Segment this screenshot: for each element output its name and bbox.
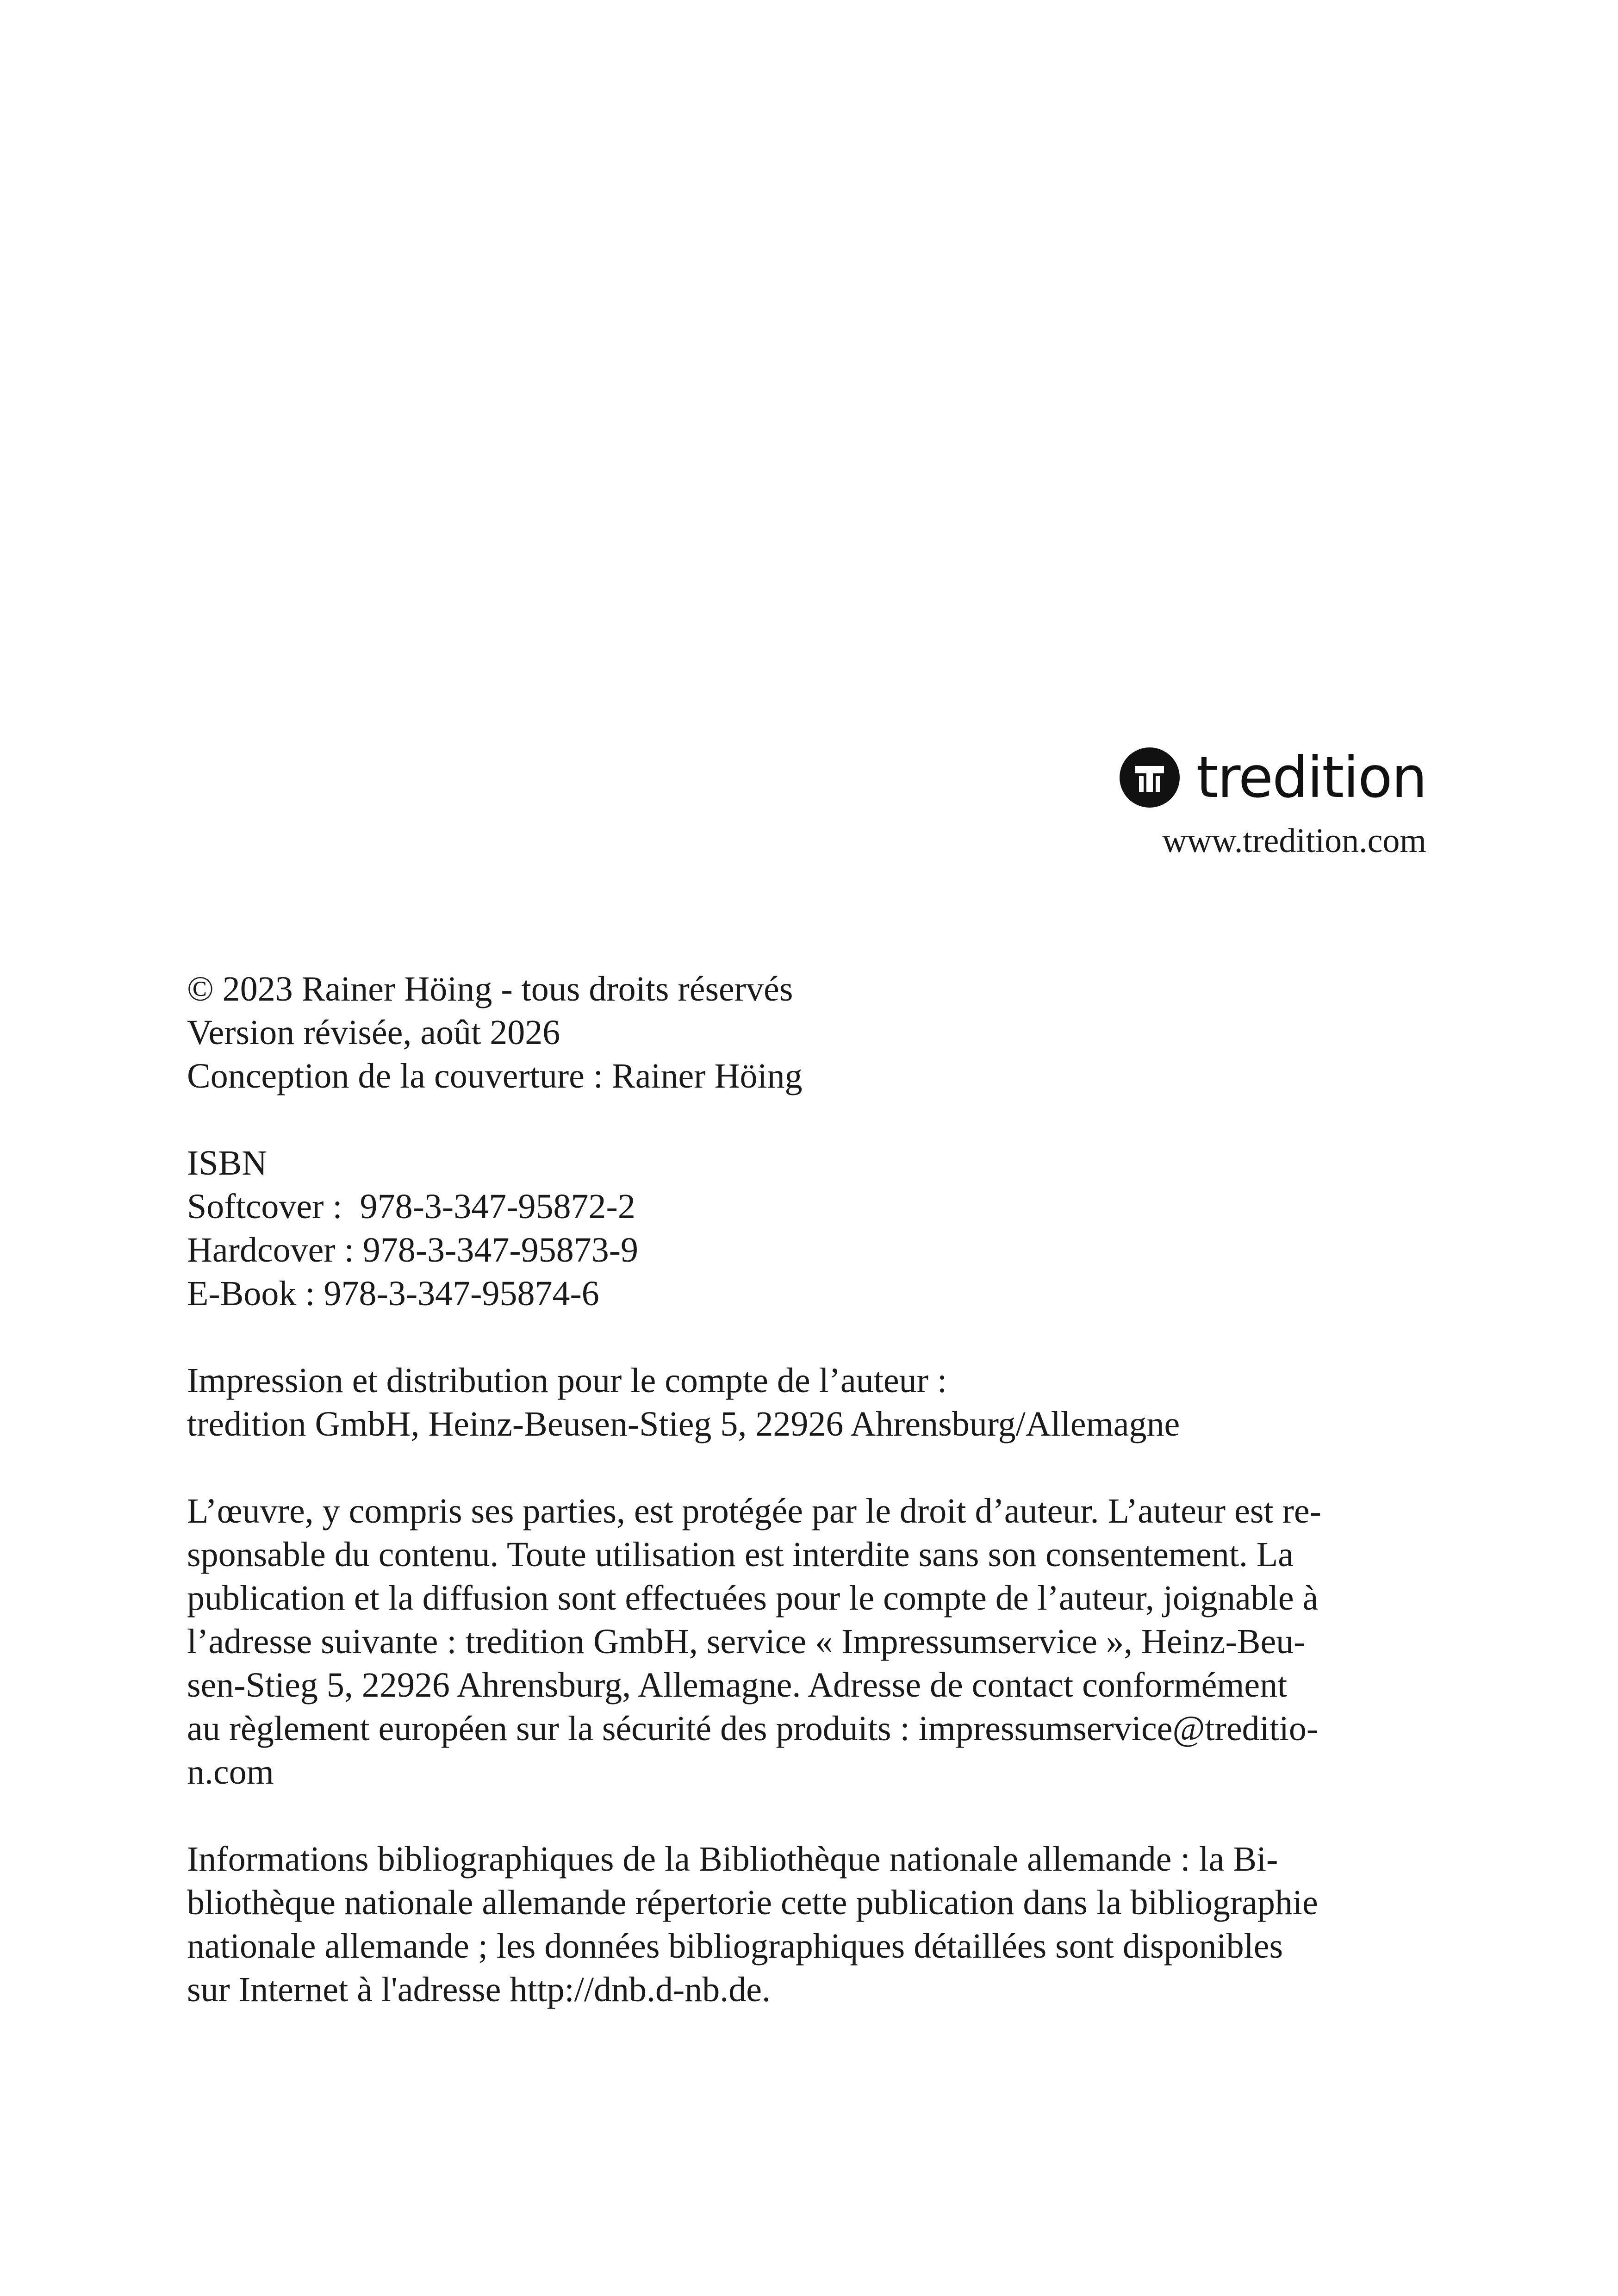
copyright-line: © 2023 Rainer Höing - tous droits réservés bbox=[187, 970, 793, 1008]
publisher-logo bbox=[871, 743, 1426, 812]
isbn-softcover: Softcover : 978-3-347-95872-2 bbox=[187, 1187, 635, 1226]
bibliographic-line: bliothèque nationale allemande répertorie cette publication dans la bibliographie bbox=[187, 1883, 1318, 1922]
legal-notice-block bbox=[187, 1489, 1427, 1794]
publisher-name: tredition bbox=[1196, 745, 1426, 810]
printing-block bbox=[187, 1359, 1427, 1446]
legal-line: sen-Stieg 5, 22926 Ahrensburg, Allemagne. Adresse de contact conformément bbox=[187, 1666, 1288, 1705]
tredition-logo-icon bbox=[1120, 747, 1180, 808]
isbn-ebook: E-Book : 978-3-347-95874-6 bbox=[187, 1274, 599, 1313]
imprint-text bbox=[187, 967, 1427, 2055]
version-line: Version révisée, août 2026 bbox=[187, 1013, 560, 1052]
legal-line: au règlement européen sur la sécurité des produits : impressumservice@treditio- bbox=[187, 1709, 1319, 1748]
legal-line: publication et la diffusion sont effectuées pour le compte de l’auteur, joignable à bbox=[187, 1579, 1319, 1618]
bibliographic-line: Informations bibliographiques de la Bibliothèque nationale allemande : la Bi- bbox=[187, 1840, 1278, 1879]
publisher-address-line: tredition GmbH, Heinz-Beusen-Stieg 5, 22926 Ahrensburg/Allemagne bbox=[187, 1405, 1180, 1444]
bibliographic-line: sur Internet à l'adresse http://dnb.d-nb.de. bbox=[187, 1970, 771, 2009]
legal-line: l’adresse suivante : tredition GmbH, service « Impressumservice », Heinz-Beu- bbox=[187, 1622, 1306, 1661]
bibliographic-block bbox=[187, 1837, 1427, 2011]
printing-line: Impression et distribution pour le compte de l’auteur : bbox=[187, 1361, 947, 1400]
isbn-heading: ISBN bbox=[187, 1144, 268, 1182]
isbn-block bbox=[187, 1141, 1427, 1315]
legal-line: L’œuvre, y compris ses parties, est protégée par le droit d’auteur. L’auteur est re- bbox=[187, 1492, 1321, 1531]
publisher-url[interactable]: www.tredition.com bbox=[1162, 822, 1426, 860]
isbn-hardcover: Hardcover : 978-3-347-95873-9 bbox=[187, 1231, 639, 1269]
publisher-block bbox=[871, 743, 1426, 862]
cover-design-line: Conception de la couverture : Rainer Höing bbox=[187, 1057, 803, 1095]
legal-line: sponsable du contenu. Toute utilisation est interdite sans son consentement. La bbox=[187, 1535, 1294, 1574]
bibliographic-line: nationale allemande ; les données bibliographiques détaillées sont disponibles bbox=[187, 1927, 1283, 1966]
copyright-block bbox=[187, 967, 1427, 1098]
legal-line: n.com bbox=[187, 1753, 274, 1792]
